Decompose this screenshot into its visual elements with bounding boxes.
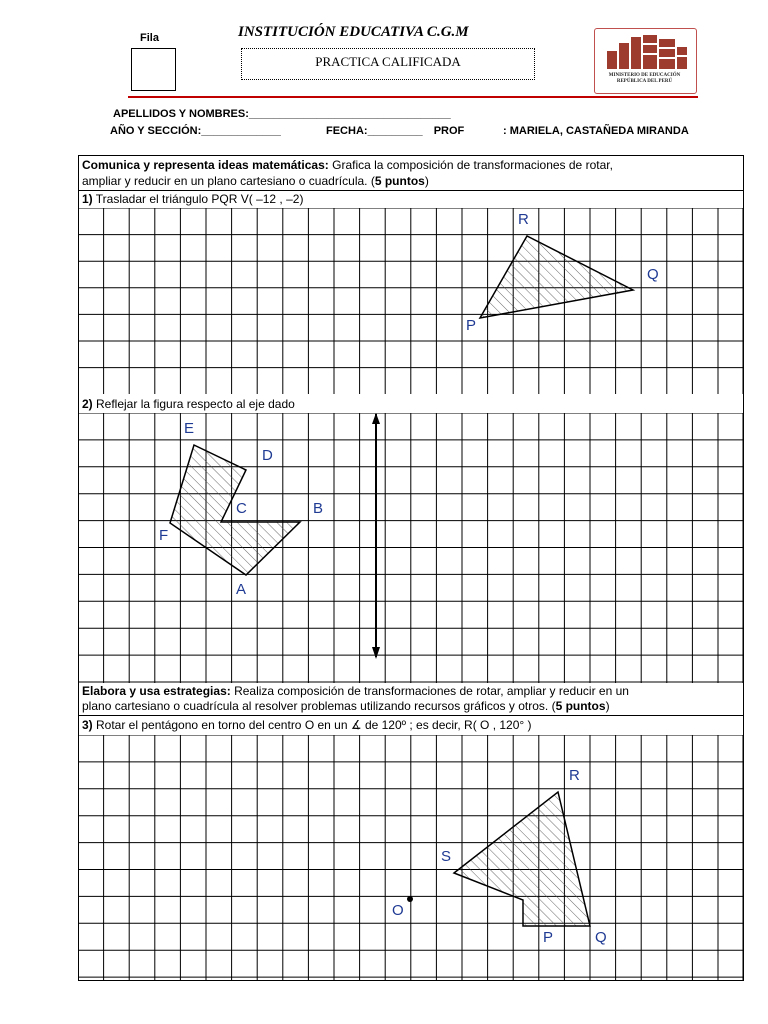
- date-blank[interactable]: _________: [367, 125, 423, 137]
- divider: [78, 715, 744, 716]
- year-row: [110, 125, 281, 137]
- bricks-icon: [595, 29, 696, 73]
- hexagon-figure: [170, 445, 300, 575]
- practice-title: PRACTICA CALIFICADA: [241, 48, 535, 80]
- fila-label: Fila: [140, 32, 159, 44]
- section2-line1: Elabora y usa estrategias: Realiza composición de transformaciones de rotar, ampliar y reducir en un: [82, 684, 629, 698]
- grid-1[interactable]: [78, 208, 744, 394]
- section1-line1: Comunica y representa ideas matemáticas: Grafica la composición de transformaciones de rotar,: [82, 158, 613, 172]
- divider: [78, 190, 744, 191]
- section2-line2: plano cartesiano o cuadrícula al resolver problemas utilizando recursos gráficos y otros. (5 puntos): [82, 699, 610, 713]
- label-S3: S: [441, 848, 452, 865]
- logo-caption: MINISTERIO DE EDUCACIÓN REPÚBLICA DEL PERÚ: [608, 73, 681, 84]
- fila-box: [131, 48, 176, 91]
- grid-3[interactable]: [78, 735, 744, 980]
- label-A: A: [236, 581, 247, 598]
- section1-heading: Comunica y representa ideas matemáticas:: [82, 158, 329, 172]
- q3-prompt: 3) Rotar el pentágono en torno del centro O en un ∡ de 120º ; es decir, R( O , 120° ): [82, 718, 532, 732]
- names-row: [113, 108, 451, 120]
- institution-title: INSTITUCIÓN EDUCATIVA C.G.M: [238, 24, 469, 40]
- section2-heading: Elabora y usa estrategias:: [82, 684, 231, 698]
- year-label: AÑO Y SECCIÓN:: [110, 125, 202, 137]
- grid-2[interactable]: [78, 413, 744, 683]
- label-R3: R: [569, 767, 580, 784]
- label-D: D: [262, 447, 273, 464]
- label-Q3: Q: [595, 929, 607, 946]
- rotation-center: [407, 896, 413, 902]
- pentagon-figure: [454, 792, 590, 926]
- label-R1: R: [518, 211, 529, 228]
- section1-line2: ampliar y reducir en un plano cartesiano o cuadrícula. (5 puntos): [82, 174, 429, 188]
- label-O3: O: [392, 902, 404, 919]
- label-Q1: Q: [647, 266, 659, 283]
- label-B: B: [313, 500, 324, 517]
- names-label: APELLIDOS Y NOMBRES:: [113, 108, 249, 120]
- label-F: F: [159, 527, 169, 544]
- label-C: C: [236, 500, 247, 517]
- q1-prompt: 1) Trasladar el triángulo PQR V( –12 , –2): [82, 192, 304, 206]
- prof-name: : MARIELA, CASTAÑEDA MIRANDA: [503, 125, 689, 137]
- names-blank[interactable]: _________________________________: [248, 108, 451, 120]
- label-P1: P: [466, 317, 477, 334]
- label-P3: P: [543, 929, 554, 946]
- q2-prompt: 2) Reflejar la figura respecto al eje dado: [82, 397, 295, 411]
- prof-label: PROF: [433, 125, 465, 137]
- label-E: E: [184, 420, 195, 437]
- triangle-pqr: [480, 236, 633, 318]
- year-blank[interactable]: _____________: [201, 125, 281, 137]
- date-row: [326, 125, 464, 137]
- date-label: FECHA:: [326, 125, 368, 137]
- header-divider: [128, 96, 698, 98]
